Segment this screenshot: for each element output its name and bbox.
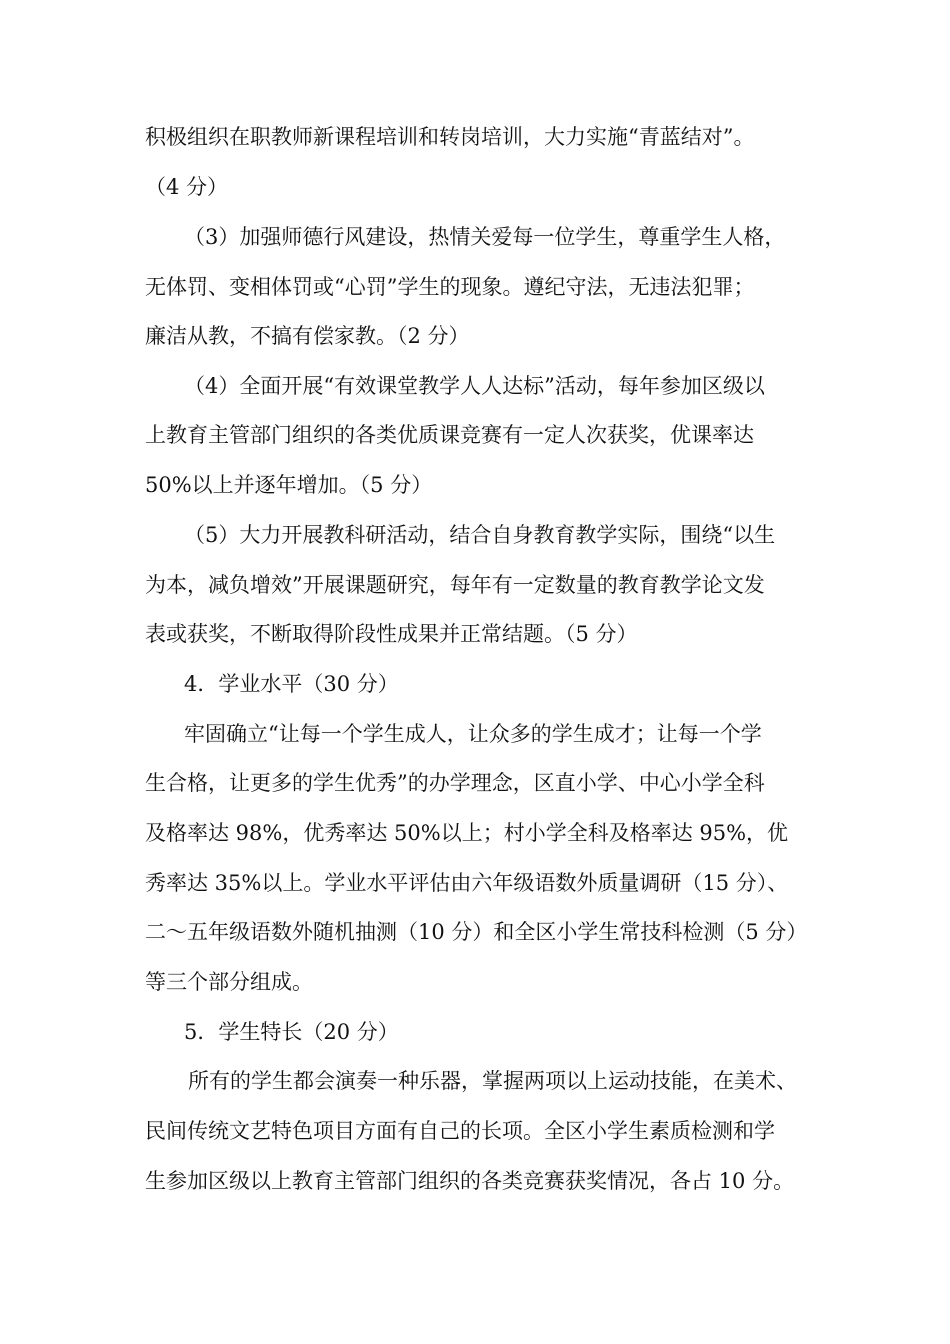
- text-line: 表或获奖，不断取得阶段性成果并正常结题。（5 分）: [145, 622, 638, 646]
- section-heading: 4．学业水平（30 分）: [184, 672, 399, 696]
- text-line: 无体罚、变相体罚或“心罚”学生的现象。遵纪守法，无违法犯罪；: [145, 275, 755, 299]
- text-line: 生合格，让更多的学生优秀”的办学理念，区直小学、中心小学全科: [145, 771, 765, 795]
- text-line: 上教育主管部门组织的各类优质课竞赛有一定人次获奖，优课率达: [145, 423, 754, 447]
- text-line: （4 分）: [145, 175, 229, 199]
- text-line: （4）全面开展“有效课堂教学人人达标”活动，每年参加区级以: [184, 374, 765, 398]
- text-line: （5）大力开展教科研活动，结合自身教育教学实际，围绕“以生: [184, 523, 776, 547]
- text-line: 50%以上并逐年增加。（5 分）: [145, 473, 433, 497]
- text-line: 民间传统文艺特色项目方面有自己的长项。全区小学生素质检测和学: [145, 1119, 775, 1143]
- text-line: 生参加区级以上教育主管部门组织的各类竞赛获奖情况，各占 10 分。: [145, 1169, 795, 1193]
- text-line: 积极组织在职教师新课程培训和转岗培训，大力实施“青蓝结对”。: [145, 125, 755, 149]
- text-line: 牢固确立“让每一个学生成人，让众多的学生成才；让每一个学: [184, 722, 762, 746]
- text-line: 为本，减负增效”开展课题研究，每年有一定数量的教育教学论文发: [145, 573, 765, 597]
- text-line: 及格率达 98%，优秀率达 50%以上；村小学全科及格率达 95%，优: [145, 821, 789, 845]
- section-heading: 5．学生特长（20 分）: [184, 1020, 399, 1044]
- text-line: 所有的学生都会演奏一种乐器，掌握两项以上运动技能，在美术、: [188, 1069, 797, 1093]
- text-line: 廉洁从教，不搞有偿家教。（2 分）: [145, 324, 470, 348]
- text-line: （3）加强师德行风建设，热情关爱每一位学生，尊重学生人格，: [184, 225, 786, 249]
- text-line: 等三个部分组成。: [145, 970, 313, 994]
- text-line: 秀率达 35%以上。学业水平评估由六年级语数外质量调研（15 分）、: [145, 871, 789, 895]
- text-line: 二～五年级语数外随机抽测（10 分）和全区小学生常技科检测（5 分）: [145, 920, 808, 944]
